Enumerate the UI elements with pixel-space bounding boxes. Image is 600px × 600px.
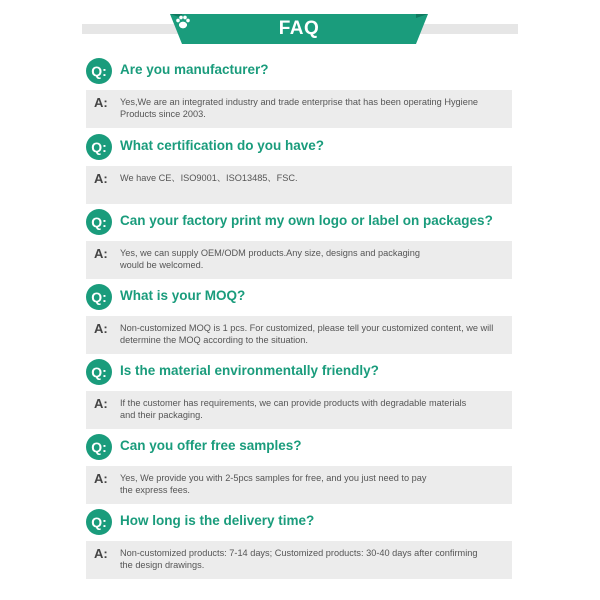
faq-item — [86, 209, 512, 270]
answer-box — [86, 466, 512, 504]
question-text: Can your factory print my own logo or label on packages? — [120, 213, 493, 228]
question-badge: Q: — [86, 284, 112, 310]
faq-item — [86, 434, 512, 495]
question-row — [86, 134, 512, 160]
question-text: Are you manufacturer? — [120, 62, 269, 77]
answer-marker: A: — [94, 471, 108, 486]
answer-box — [86, 241, 512, 279]
question-row — [86, 434, 512, 460]
faq-item — [86, 134, 512, 186]
answer-marker: A: — [94, 546, 108, 561]
answer-line: the express fees. — [120, 485, 190, 495]
answer-marker: A: — [94, 321, 108, 336]
question-row — [86, 284, 512, 310]
question-text: Is the material environmentally friendly? — [120, 363, 379, 378]
faq-item — [86, 509, 512, 570]
question-badge: Q: — [86, 209, 112, 235]
question-row — [86, 509, 512, 535]
answer-line: Yes,We are an integrated industry and trade enterprise that has been operating Hygiene — [120, 97, 479, 107]
question-badge: Q: — [86, 359, 112, 385]
question-badge: Q: — [86, 134, 112, 160]
answer-line: determine the MOQ according to the situation. — [120, 335, 308, 345]
answer-line: Non-customized products: 7-14 days; Customized products: 30-40 days after confirming — [120, 548, 478, 558]
answer-text — [120, 547, 505, 571]
answer-line: Non-customized MOQ is 1 pcs. For customized, please tell your customized content, we will — [120, 323, 494, 333]
answer-line: We have CE、ISO9001、ISO13485、FSC. — [120, 173, 298, 183]
answer-marker: A: — [94, 171, 108, 186]
answer-box — [86, 541, 512, 579]
answer-line: the design drawings. — [120, 560, 205, 570]
answer-marker: A: — [94, 246, 108, 261]
faq-item — [86, 284, 512, 345]
question-row — [86, 58, 512, 84]
answer-box — [86, 166, 512, 204]
answer-text — [120, 322, 505, 346]
answer-line: would be welcomed. — [120, 260, 204, 270]
answer-box — [86, 90, 512, 128]
question-text: What certification do you have? — [120, 138, 325, 153]
question-badge: Q: — [86, 509, 112, 535]
answer-text — [120, 172, 505, 184]
answer-text — [120, 96, 505, 120]
question-text: Can you offer free samples? — [120, 438, 302, 453]
page-title: FAQ — [278, 18, 320, 39]
question-badge: Q: — [86, 434, 112, 460]
answer-marker: A: — [94, 95, 108, 110]
answer-text — [120, 247, 505, 271]
question-text: How long is the delivery time? — [120, 513, 315, 528]
faq-item — [86, 58, 512, 119]
answer-line: Products since 2003. — [120, 109, 206, 119]
answer-box — [86, 391, 512, 429]
answer-box — [86, 316, 512, 354]
question-row — [86, 209, 512, 235]
answer-line: If the customer has requirements, we can provide products with degradable materials — [120, 398, 467, 408]
question-text: What is your MOQ? — [120, 288, 246, 303]
paw-icon — [175, 14, 191, 30]
answer-line: and their packaging. — [120, 410, 203, 420]
question-row — [86, 359, 512, 385]
answer-text — [120, 397, 505, 421]
faq-item — [86, 359, 512, 420]
answer-text — [120, 472, 505, 496]
faq-banner — [170, 14, 428, 44]
answer-line: Yes, we can supply OEM/ODM products.Any size, designs and packaging — [120, 248, 420, 258]
banner-title-wrap — [170, 14, 428, 44]
answer-line: Yes, We provide you with 2-5pcs samples for free, and you just need to pay — [120, 473, 427, 483]
answer-marker: A: — [94, 396, 108, 411]
question-badge: Q: — [86, 58, 112, 84]
